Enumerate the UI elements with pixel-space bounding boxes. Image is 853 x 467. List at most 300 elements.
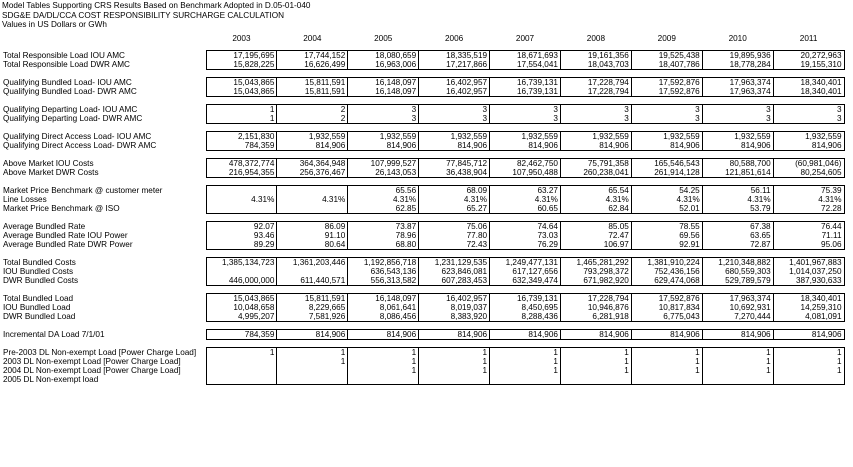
value-cell: 1 — [206, 114, 277, 124]
row-label: IOU Bundled Load — [3, 303, 71, 312]
spacer-cell — [1, 214, 844, 222]
spacer-row — [1, 340, 844, 348]
value-cell: 18,671,693 — [490, 51, 561, 61]
value-cell: 8,061,641 — [348, 303, 419, 312]
table-row — [1, 330, 844, 340]
row-label: 2004 DL Non-exempt Load [Power Charge Load] — [3, 366, 181, 375]
value-cell: 10,946,876 — [560, 303, 631, 312]
value-cell: 1 — [490, 348, 561, 358]
table-row — [1, 267, 844, 276]
value-cell: 75.39 — [773, 186, 844, 196]
value-cell: 107,950,488 — [490, 168, 561, 178]
value-cell: 73.03 — [490, 231, 561, 240]
row-label: Market Price Benchmark @ customer meter — [3, 185, 163, 195]
value-cell: 1,932,559 — [419, 132, 490, 142]
spacer-cell — [1, 286, 844, 294]
value-cell: 4.31% — [348, 195, 419, 204]
value-cell: 4,081,091 — [773, 312, 844, 322]
value-cell: 4.31% — [206, 195, 277, 204]
value-cell: 10,817,834 — [631, 303, 702, 312]
value-cell: 65.54 — [560, 186, 631, 196]
value-cell: 1 — [631, 357, 702, 366]
table-row — [1, 366, 844, 375]
value-cell: 18,340,401 — [773, 294, 844, 304]
value-cell: 793,298,372 — [560, 267, 631, 276]
value-cell: 82,462,750 — [490, 159, 561, 169]
value-cell: 1,932,559 — [277, 132, 348, 142]
value-cell: 75,791,358 — [560, 159, 631, 169]
value-cell: 16,739,131 — [490, 87, 561, 97]
value-cell: 106.97 — [560, 240, 631, 250]
table-row — [1, 114, 844, 124]
table-row — [1, 231, 844, 240]
table-row — [1, 240, 844, 250]
value-cell: 77,845,712 — [419, 159, 490, 169]
value-cell: 1 — [277, 348, 348, 358]
table-row — [1, 195, 844, 204]
value-cell: 1 — [419, 366, 490, 375]
table-row — [1, 258, 844, 268]
spacer-row — [1, 178, 844, 186]
spacer-cell — [1, 151, 844, 159]
year-header: 2008 — [586, 34, 605, 43]
value-cell: 17,195,695 — [206, 51, 277, 61]
value-cell: 680,559,303 — [702, 267, 773, 276]
value-cell: 16,739,131 — [490, 294, 561, 304]
value-cell — [277, 375, 348, 385]
spacer-row — [1, 151, 844, 159]
year-header: 2005 — [374, 34, 393, 43]
value-cell: 76.44 — [773, 222, 844, 232]
row-label: Incremental DA Load 7/1/01 — [3, 330, 105, 339]
table-row — [1, 276, 844, 286]
value-cell: 814,906 — [631, 330, 702, 340]
value-cell: 15,811,591 — [277, 78, 348, 88]
value-cell: 65.27 — [419, 204, 490, 214]
value-cell: 1 — [631, 366, 702, 375]
value-cell: 2 — [277, 105, 348, 115]
value-cell — [348, 375, 419, 385]
value-cell: 89.29 — [206, 240, 277, 250]
spacer-cell — [1, 70, 844, 78]
spacer-row — [1, 70, 844, 78]
value-cell: 1 — [702, 366, 773, 375]
value-cell: 17,228,794 — [560, 294, 631, 304]
sheet-units-note: Values in US Dollars or GWh — [2, 20, 107, 29]
sheet-title: Model Tables Supporting CRS Results Based on Benchmark Adopted in D.05-01-040 — [2, 1, 311, 10]
table-row — [1, 357, 844, 366]
value-cell: 76.29 — [490, 240, 561, 250]
value-cell — [560, 375, 631, 385]
spacer-row — [1, 124, 844, 132]
row-label: Average Bundled Rate — [3, 221, 86, 231]
value-cell: 671,982,920 — [560, 276, 631, 286]
value-cell: 814,906 — [773, 330, 844, 340]
value-cell: 19,525,438 — [631, 51, 702, 61]
value-cell — [277, 267, 348, 276]
value-cell: 77.80 — [419, 231, 490, 240]
value-cell: 75.06 — [419, 222, 490, 232]
value-cell: 4.31% — [419, 195, 490, 204]
value-cell: 814,906 — [560, 141, 631, 151]
value-cell: 1 — [419, 348, 490, 358]
value-cell: 1 — [631, 348, 702, 358]
value-cell: 60.65 — [490, 204, 561, 214]
value-cell: 1,249,477,131 — [490, 258, 561, 268]
value-cell: 3 — [490, 105, 561, 115]
value-cell: 16,402,957 — [419, 294, 490, 304]
value-cell: 364,364,948 — [277, 159, 348, 169]
spacer-row — [1, 214, 844, 222]
value-cell — [631, 375, 702, 385]
value-cell: 814,906 — [560, 330, 631, 340]
value-cell: 17,554,041 — [490, 60, 561, 70]
value-cell: 814,906 — [348, 330, 419, 340]
value-cell — [419, 375, 490, 385]
value-cell: 121,851,614 — [702, 168, 773, 178]
value-cell: 1 — [773, 357, 844, 366]
value-cell: 1 — [348, 366, 419, 375]
value-cell: 8,383,920 — [419, 312, 490, 322]
row-label: Average Bundled Rate DWR Power — [3, 240, 133, 250]
value-cell — [206, 357, 277, 366]
value-cell: 19,155,310 — [773, 60, 844, 70]
value-cell: 1 — [702, 348, 773, 358]
value-cell: 17,963,374 — [702, 87, 773, 97]
value-cell: 72.47 — [560, 231, 631, 240]
value-cell — [490, 375, 561, 385]
row-label: Qualifying Bundled Load- DWR AMC — [3, 87, 137, 97]
header-blank-cell — [1, 34, 206, 43]
value-cell: 1,210,348,882 — [702, 258, 773, 268]
value-cell: 1,932,559 — [348, 132, 419, 142]
value-cell: 18,778,284 — [702, 60, 773, 70]
value-cell: 1 — [702, 357, 773, 366]
value-cell: 1,385,134,723 — [206, 258, 277, 268]
value-cell: 1 — [206, 348, 277, 358]
value-cell: 92.91 — [631, 240, 702, 250]
value-cell: 784,359 — [206, 330, 277, 340]
value-cell: 17,592,876 — [631, 78, 702, 88]
value-cell: 17,217,866 — [419, 60, 490, 70]
value-cell: 86.09 — [277, 222, 348, 232]
value-cell: 814,906 — [702, 330, 773, 340]
value-cell: 4.31% — [702, 195, 773, 204]
value-cell: 16,148,097 — [348, 87, 419, 97]
value-cell: 18,043,703 — [560, 60, 631, 70]
spacer-row — [1, 322, 844, 330]
value-cell: 7,270,444 — [702, 312, 773, 322]
value-cell: 80,588,700 — [702, 159, 773, 169]
row-label: Total Bundled Costs — [3, 257, 76, 267]
value-cell: 814,906 — [348, 141, 419, 151]
value-cell: 18,407,786 — [631, 60, 702, 70]
value-cell — [206, 204, 277, 214]
value-cell: 165,546,543 — [631, 159, 702, 169]
value-cell: 4,995,207 — [206, 312, 277, 322]
row-label: DWR Bundled Load — [3, 312, 76, 322]
value-cell: 16,148,097 — [348, 78, 419, 88]
value-cell: 18,080,659 — [348, 51, 419, 61]
value-cell: 814,906 — [277, 330, 348, 340]
value-cell: 3 — [490, 114, 561, 124]
value-cell: 1,932,559 — [560, 132, 631, 142]
value-cell: 814,906 — [773, 141, 844, 151]
value-cell: 1,361,203,446 — [277, 258, 348, 268]
value-cell: 69.56 — [631, 231, 702, 240]
table-row — [1, 141, 844, 151]
value-cell: 73.87 — [348, 222, 419, 232]
year-header-row — [1, 34, 844, 43]
value-cell: 18,340,401 — [773, 87, 844, 97]
value-cell — [277, 186, 348, 196]
value-cell: 3 — [560, 114, 631, 124]
value-cell: 85.05 — [560, 222, 631, 232]
value-cell: 92.07 — [206, 222, 277, 232]
row-label: Qualifying Direct Access Load- IOU AMC — [3, 131, 152, 141]
value-cell: 93.46 — [206, 231, 277, 240]
value-cell: 65.56 — [348, 186, 419, 196]
spacer-cell — [1, 340, 844, 348]
value-cell: 6,281,918 — [560, 312, 631, 322]
value-cell: 3 — [631, 105, 702, 115]
value-cell: 607,283,453 — [419, 276, 490, 286]
value-cell: 68.09 — [419, 186, 490, 196]
value-cell: 3 — [419, 105, 490, 115]
value-cell: 107,999,527 — [348, 159, 419, 169]
value-cell: 17,744,152 — [277, 51, 348, 61]
row-label: Above Market IOU Costs — [3, 158, 94, 168]
value-cell: 16,402,957 — [419, 87, 490, 97]
value-cell: 14,259,310 — [773, 303, 844, 312]
value-cell: 17,592,876 — [631, 294, 702, 304]
value-cell: 68.80 — [348, 240, 419, 250]
table-row — [1, 294, 844, 304]
value-cell: 16,402,957 — [419, 78, 490, 88]
table-row — [1, 168, 844, 178]
spacer-cell — [1, 43, 844, 51]
row-label: 2005 DL Non-exempt load — [3, 375, 99, 385]
row-label: DWR Bundled Costs — [3, 276, 79, 286]
value-cell: 16,739,131 — [490, 78, 561, 88]
value-cell: 387,930,633 — [773, 276, 844, 286]
value-cell: 216,954,355 — [206, 168, 277, 178]
value-cell: 15,043,865 — [206, 87, 277, 97]
value-cell: 3 — [631, 114, 702, 124]
value-cell: 1,465,281,292 — [560, 258, 631, 268]
value-cell — [206, 375, 277, 385]
value-cell: 556,313,582 — [348, 276, 419, 286]
value-cell: 1,381,910,224 — [631, 258, 702, 268]
value-cell: 17,592,876 — [631, 87, 702, 97]
value-cell: 56.11 — [702, 186, 773, 196]
year-header: 2007 — [515, 34, 535, 43]
value-cell: 814,906 — [490, 141, 561, 151]
value-cell: 20,272,963 — [773, 51, 844, 61]
value-cell: 15,811,591 — [277, 294, 348, 304]
sheet-header — [2, 1, 310, 30]
spacer-cell — [1, 250, 844, 258]
value-cell: 17,228,794 — [560, 78, 631, 88]
row-label: Qualifying Departing Load- IOU AMC — [3, 104, 138, 114]
value-cell — [206, 267, 277, 276]
value-cell: 529,789,579 — [702, 276, 773, 286]
value-cell: 18,335,519 — [419, 51, 490, 61]
value-cell: 72.87 — [702, 240, 773, 250]
spacer-row — [1, 97, 844, 105]
year-header: 2003 — [232, 34, 251, 43]
value-cell: 752,436,156 — [631, 267, 702, 276]
spacer-cell — [1, 322, 844, 330]
value-cell: 19,895,936 — [702, 51, 773, 61]
value-cell: 67.38 — [702, 222, 773, 232]
value-cell: 63.27 — [490, 186, 561, 196]
value-cell: 1,192,856,718 — [348, 258, 419, 268]
value-cell: 3 — [773, 114, 844, 124]
value-cell: 3 — [702, 114, 773, 124]
spacer-cell — [1, 97, 844, 105]
value-cell: 446,000,000 — [206, 276, 277, 286]
value-cell: 26,143,053 — [348, 168, 419, 178]
value-cell: 814,906 — [490, 330, 561, 340]
value-cell: 74.64 — [490, 222, 561, 232]
year-header: 2011 — [799, 34, 818, 43]
table-row — [1, 78, 844, 88]
table-row — [1, 105, 844, 115]
value-cell: 4.31% — [560, 195, 631, 204]
year-header: 2010 — [728, 34, 747, 43]
value-cell: 8,450,695 — [490, 303, 561, 312]
value-cell: 15,828,225 — [206, 60, 277, 70]
row-label: Total Responsible Load DWR AMC — [3, 60, 130, 70]
value-cell: 623,846,081 — [419, 267, 490, 276]
value-cell: 19,161,356 — [560, 51, 631, 61]
value-cell: 4.31% — [490, 195, 561, 204]
value-cell: 3 — [773, 105, 844, 115]
value-cell: 1,231,129,535 — [419, 258, 490, 268]
value-cell: 7,581,926 — [277, 312, 348, 322]
value-cell: 54.25 — [631, 186, 702, 196]
row-label: 2003 DL Non-exempt Load [Power Charge Load] — [3, 357, 181, 366]
year-header: 2004 — [303, 34, 322, 43]
value-cell: 1 — [560, 366, 631, 375]
value-cell: 814,906 — [419, 330, 490, 340]
row-label: IOU Bundled Costs — [3, 267, 74, 276]
value-cell: 256,376,467 — [277, 168, 348, 178]
value-cell: 10,048,658 — [206, 303, 277, 312]
value-cell: 91.10 — [277, 231, 348, 240]
row-label: Qualifying Departing Load- DWR AMC — [3, 114, 143, 124]
crs-table — [1, 34, 845, 385]
spacer-cell — [1, 124, 844, 132]
value-cell — [277, 204, 348, 214]
value-cell: 1 — [348, 357, 419, 366]
row-label: Market Price Benchmark @ ISO — [3, 204, 120, 214]
value-cell — [206, 366, 277, 375]
value-cell: 16,626,499 — [277, 60, 348, 70]
value-cell: 1 — [490, 357, 561, 366]
value-cell: 16,963,006 — [348, 60, 419, 70]
value-cell: 1 — [348, 348, 419, 358]
value-cell: 3 — [348, 114, 419, 124]
row-label: Qualifying Bundled Load- IOU AMC — [3, 77, 132, 87]
value-cell: 814,906 — [419, 141, 490, 151]
value-cell — [773, 375, 844, 385]
row-label: Pre-2003 DL Non-exempt Load [Power Charge Load] — [3, 347, 197, 357]
value-cell: 71.11 — [773, 231, 844, 240]
value-cell: 62.84 — [560, 204, 631, 214]
value-cell: 1,014,037,250 — [773, 267, 844, 276]
value-cell: 814,906 — [702, 141, 773, 151]
value-cell: 53.79 — [702, 204, 773, 214]
table-row — [1, 312, 844, 322]
value-cell: 16,148,097 — [348, 294, 419, 304]
value-cell: 478,372,774 — [206, 159, 277, 169]
value-cell: 2,151,830 — [206, 132, 277, 142]
value-cell: 17,963,374 — [702, 78, 773, 88]
value-cell: 4.31% — [277, 195, 348, 204]
value-cell: 15,043,865 — [206, 294, 277, 304]
value-cell: 261,914,128 — [631, 168, 702, 178]
value-cell: 1 — [490, 366, 561, 375]
value-cell: 72.28 — [773, 204, 844, 214]
value-cell: 36,438,904 — [419, 168, 490, 178]
value-cell: 10,692,931 — [702, 303, 773, 312]
value-cell: 4.31% — [773, 195, 844, 204]
value-cell: 611,440,571 — [277, 276, 348, 286]
value-cell: 1 — [773, 366, 844, 375]
value-cell: 3 — [348, 105, 419, 115]
table-row — [1, 51, 844, 61]
value-cell: 1 — [560, 357, 631, 366]
row-label: Average Bundled Rate IOU Power — [3, 231, 128, 240]
value-cell: 260,238,041 — [560, 168, 631, 178]
spacer-row — [1, 43, 844, 51]
value-cell: 80.64 — [277, 240, 348, 250]
value-cell: 3 — [560, 105, 631, 115]
table-row — [1, 60, 844, 70]
value-cell: 17,228,794 — [560, 87, 631, 97]
value-cell: 784,359 — [206, 141, 277, 151]
value-cell: 3 — [702, 105, 773, 115]
table-row — [1, 375, 844, 385]
value-cell: 1 — [419, 357, 490, 366]
value-cell: (60,981,046) — [773, 159, 844, 169]
value-cell: 1 — [560, 348, 631, 358]
value-cell: 1 — [206, 105, 277, 115]
value-cell: 95.06 — [773, 240, 844, 250]
value-cell: 4.31% — [631, 195, 702, 204]
value-cell — [277, 366, 348, 375]
row-label: Line Losses — [3, 195, 47, 204]
value-cell: 617,127,656 — [490, 267, 561, 276]
value-cell: 3 — [419, 114, 490, 124]
row-label: Above Market DWR Costs — [3, 168, 99, 178]
value-cell: 80,254,605 — [773, 168, 844, 178]
value-cell: 1,401,967,883 — [773, 258, 844, 268]
row-label: Total Bundled Load — [3, 293, 74, 303]
value-cell: 15,811,591 — [277, 87, 348, 97]
value-cell: 62.85 — [348, 204, 419, 214]
value-cell: 63.65 — [702, 231, 773, 240]
value-cell — [206, 186, 277, 196]
value-cell: 636,543,136 — [348, 267, 419, 276]
spacer-row — [1, 286, 844, 294]
table-row — [1, 303, 844, 312]
table-row — [1, 222, 844, 232]
value-cell: 8,229,665 — [277, 303, 348, 312]
value-cell: 8,019,037 — [419, 303, 490, 312]
